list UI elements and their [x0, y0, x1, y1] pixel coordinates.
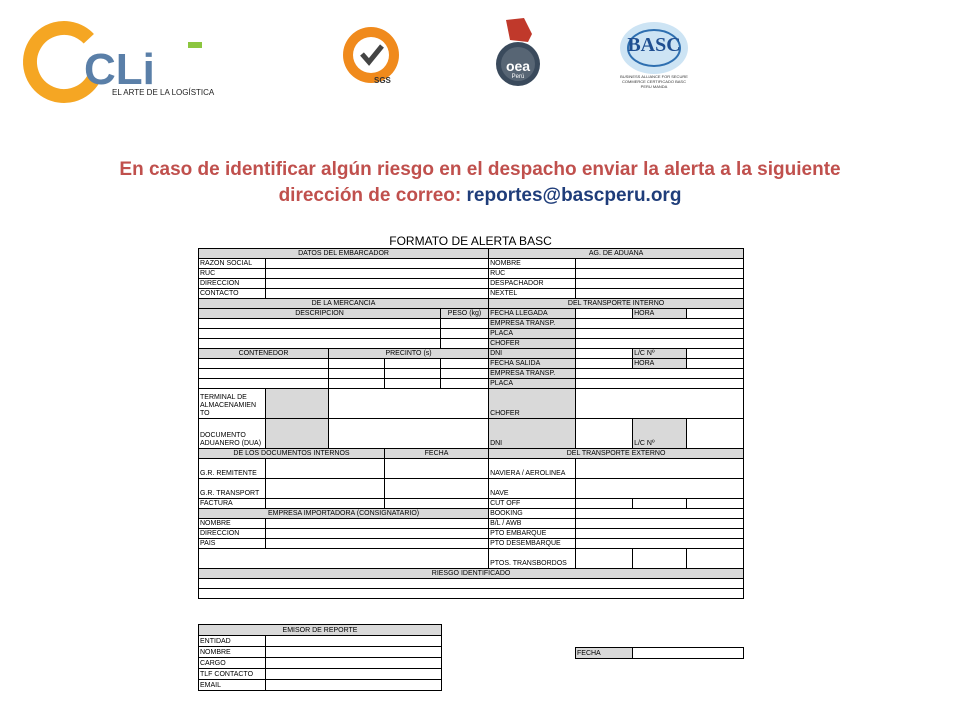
field-gr-transport[interactable] — [266, 479, 385, 499]
field-precinto-1a[interactable] — [329, 359, 385, 369]
field-pto-desembarque[interactable] — [576, 539, 744, 549]
label-booking: BOOKING — [489, 509, 576, 519]
cli-logo — [22, 18, 222, 104]
alert-headline — [80, 157, 880, 209]
label-lic-1: L/C Nº — [633, 349, 687, 359]
label-lic-2: L/C Nº — [633, 419, 687, 449]
field-fecha-salida[interactable] — [576, 359, 633, 369]
label-nextel: NEXTEL — [489, 289, 576, 299]
field-precinto-1c[interactable] — [441, 359, 489, 369]
header-peso: PESO (kg) — [441, 309, 489, 319]
field-dni-2[interactable] — [576, 419, 633, 449]
field-direccion-importadora[interactable] — [266, 529, 489, 539]
field-email[interactable] — [266, 680, 442, 691]
header-descripcion: DESCRIPCION — [199, 309, 441, 319]
field-nextel[interactable] — [576, 289, 744, 299]
field-transbordo-b[interactable] — [633, 549, 687, 569]
label-pais: PAIS — [199, 539, 266, 549]
label-pto-desembarque: PTO DESEMBARQUE — [489, 539, 576, 549]
field-cut-off-a[interactable] — [576, 499, 633, 509]
field-empresa-transp-2[interactable] — [576, 369, 744, 379]
label-fecha-salida: FECHA SALIDA — [489, 359, 576, 369]
basc-caption: BUSINESS ALLIANCE FOR SECURE COMMERCE CERTIFICADO BASC PERU MANDA — [620, 74, 688, 89]
label-placa-1: PLACA — [489, 329, 576, 339]
header-datos-embarcador: DATOS DEL EMBARCADOR — [199, 249, 489, 259]
field-precinto-2b[interactable] — [385, 369, 441, 379]
cli-logo-text: CLi — [84, 45, 155, 94]
field-gr-remitente[interactable] — [266, 459, 385, 479]
field-precinto-3c[interactable] — [441, 379, 489, 389]
field-factura-fecha[interactable] — [385, 499, 489, 509]
header-emisor: EMISOR DE REPORTE — [199, 625, 442, 636]
cli-tagline: EL ARTE DE LA LOGÍSTICA — [112, 88, 215, 97]
field-precinto-3a[interactable] — [329, 379, 385, 389]
field-pto-embarque[interactable] — [576, 529, 744, 539]
field-descripcion-2[interactable] — [199, 329, 441, 339]
field-pais[interactable] — [266, 539, 489, 549]
field-gr-remitente-fecha[interactable] — [385, 459, 489, 479]
field-despachador[interactable] — [576, 279, 744, 289]
label-razon-social: RAZON SOCIAL — [199, 259, 266, 269]
field-cut-off-b[interactable] — [633, 499, 687, 509]
field-chofer-1[interactable] — [576, 339, 744, 349]
field-cut-off-c[interactable] — [687, 499, 744, 509]
label-fecha-llegada: FECHA LLEGADA — [489, 309, 576, 319]
label-entidad: ENTIDAD — [199, 636, 266, 647]
label-terminal: TERMINAL DE ALMACENAMIEN TO — [199, 389, 266, 419]
label-emisor-fecha: FECHA — [576, 648, 633, 659]
headline-text: En caso de identificar algún riesgo en el despacho enviar la alerta a la siguiente dirección de correo: — [119, 159, 841, 206]
field-chofer-2[interactable] — [576, 389, 744, 419]
basc-text: BASC — [627, 34, 681, 56]
field-riesgo-2[interactable] — [199, 589, 744, 599]
header-empresa-importadora: EMPRESA IMPORTADORA (CONSIGNATARIO) — [199, 509, 489, 519]
label-nombre-aduana: NOMBRE — [489, 259, 576, 269]
field-placa-2[interactable] — [576, 379, 744, 389]
label-chofer-1: CHOFER — [489, 339, 576, 349]
header-transporte-externo: DEL TRANSPORTE EXTERNO — [489, 449, 744, 459]
field-razon-social[interactable] — [266, 259, 489, 269]
field-importadora-extra[interactable] — [199, 549, 489, 569]
header-ag-aduana: AG. DE ADUANA — [489, 249, 744, 259]
oea-peru-logo — [488, 14, 548, 90]
field-gr-transport-fecha[interactable] — [385, 479, 489, 499]
header-precinto: PRECINTO (s) — [329, 349, 489, 359]
label-ptos-transbordos: PTOS. TRANSBORDOS — [489, 549, 576, 569]
field-hora-salida[interactable] — [687, 359, 744, 369]
field-contacto[interactable] — [266, 289, 489, 299]
field-cargo[interactable] — [266, 658, 442, 669]
report-email-link[interactable]: reportes@bascperu.org — [466, 185, 682, 206]
oea-sub: Perú — [511, 74, 525, 80]
label-hora-llegada: HORA — [633, 309, 687, 319]
field-lic-1[interactable] — [687, 349, 744, 359]
field-nave[interactable] — [576, 479, 744, 499]
field-peso-1[interactable] — [441, 319, 489, 329]
label-placa-2: PLACA — [489, 379, 576, 389]
field-naviera[interactable] — [576, 459, 744, 479]
label-email: EMAIL — [199, 680, 266, 691]
label-bl-awb: B/L / AWB — [489, 519, 576, 529]
field-peso-2[interactable] — [441, 329, 489, 339]
label-hora-salida: HORA — [633, 359, 687, 369]
field-precinto-3b[interactable] — [385, 379, 441, 389]
label-direccion: DIRECCION — [199, 279, 266, 289]
header-docs-internos: DE LOS DOCUMENTOS INTERNOS — [199, 449, 385, 459]
form-title: FORMATO DE ALERTA BASC — [389, 234, 552, 248]
alert-form-table — [198, 248, 744, 599]
label-ruc-aduana: RUC — [489, 269, 576, 279]
field-transbordo-c[interactable] — [687, 549, 744, 569]
header-fecha-docs: FECHA — [385, 449, 489, 459]
label-gr-transport: G.R. TRANSPORT — [199, 479, 266, 499]
emisor-table — [198, 624, 442, 691]
field-tlf-contacto[interactable] — [266, 669, 442, 680]
field-emisor-nombre[interactable] — [266, 647, 442, 658]
field-terminal-detail[interactable] — [329, 389, 489, 419]
field-descripcion-3[interactable] — [199, 339, 441, 349]
label-cut-off: CUT OFF — [489, 499, 576, 509]
field-booking[interactable] — [576, 509, 744, 519]
field-ruc[interactable] — [266, 269, 489, 279]
label-factura: FACTURA — [199, 499, 266, 509]
field-documento-detail[interactable] — [329, 419, 489, 449]
field-direccion[interactable] — [266, 279, 489, 289]
field-emisor-fecha[interactable] — [633, 648, 744, 659]
label-chofer-2: CHOFER — [489, 389, 576, 419]
field-contenedor-1[interactable] — [199, 359, 329, 369]
field-documento[interactable] — [266, 419, 329, 449]
field-precinto-1b[interactable] — [385, 359, 441, 369]
label-emisor-nombre: NOMBRE — [199, 647, 266, 658]
field-riesgo-1[interactable] — [199, 579, 744, 589]
field-descripcion-1[interactable] — [199, 319, 441, 329]
label-documento: DOCUMENTO ADUANERO (DUA) — [199, 419, 266, 449]
field-contenedor-2[interactable] — [199, 369, 329, 379]
field-hora-llegada[interactable] — [687, 309, 744, 319]
field-precinto-2a[interactable] — [329, 369, 385, 379]
field-nombre-aduana[interactable] — [576, 259, 744, 269]
label-empresa-transp-1: EMPRESA TRANSP. — [489, 319, 576, 329]
field-empresa-transp-1[interactable] — [576, 319, 744, 329]
header-riesgo: RIESGO IDENTIFICADO — [199, 569, 744, 579]
field-precinto-2c[interactable] — [441, 369, 489, 379]
field-placa-1[interactable] — [576, 329, 744, 339]
label-nave: NAVE — [489, 479, 576, 499]
label-ruc: RUC — [199, 269, 266, 279]
header-contenedor: CONTENEDOR — [199, 349, 329, 359]
field-entidad[interactable] — [266, 636, 442, 647]
field-nombre-importadora[interactable] — [266, 519, 489, 529]
field-peso-3[interactable] — [441, 339, 489, 349]
label-contacto: CONTACTO — [199, 289, 266, 299]
oea-text: oea — [505, 58, 531, 74]
field-fecha-llegada[interactable] — [576, 309, 633, 319]
label-nombre-importadora: NOMBRE — [199, 519, 266, 529]
label-naviera: NAVIERA / AEROLINEA — [489, 459, 576, 479]
header-transporte-interno: DEL TRANSPORTE INTERNO — [489, 299, 744, 309]
label-empresa-transp-2: EMPRESA TRANSP. — [489, 369, 576, 379]
field-contenedor-3[interactable] — [199, 379, 329, 389]
label-dni-2: DNI — [489, 419, 576, 449]
label-dni-1: DNI — [489, 349, 576, 359]
label-direccion-importadora: DIRECCION — [199, 529, 266, 539]
field-factura[interactable] — [266, 499, 385, 509]
emisor-fecha-table — [575, 647, 744, 659]
field-lic-2[interactable] — [687, 419, 744, 449]
field-transbordo-a[interactable] — [576, 549, 633, 569]
label-tlf-contacto: TLF CONTACTO — [199, 669, 266, 680]
header-mercancia: DE LA MERCANCIA — [199, 299, 489, 309]
sgs-certification-logo — [340, 24, 402, 88]
field-bl-awb[interactable] — [576, 519, 744, 529]
basc-logo — [598, 20, 710, 92]
label-despachador: DESPACHADOR — [489, 279, 576, 289]
label-pto-embarque: PTO EMBARQUE — [489, 529, 576, 539]
field-terminal[interactable] — [266, 389, 329, 419]
field-dni-1[interactable] — [576, 349, 633, 359]
label-cargo: CARGO — [199, 658, 266, 669]
sgs-name: SGS — [374, 76, 391, 85]
label-gr-remitente: G.R. REMITENTE — [199, 459, 266, 479]
field-ruc-aduana[interactable] — [576, 269, 744, 279]
